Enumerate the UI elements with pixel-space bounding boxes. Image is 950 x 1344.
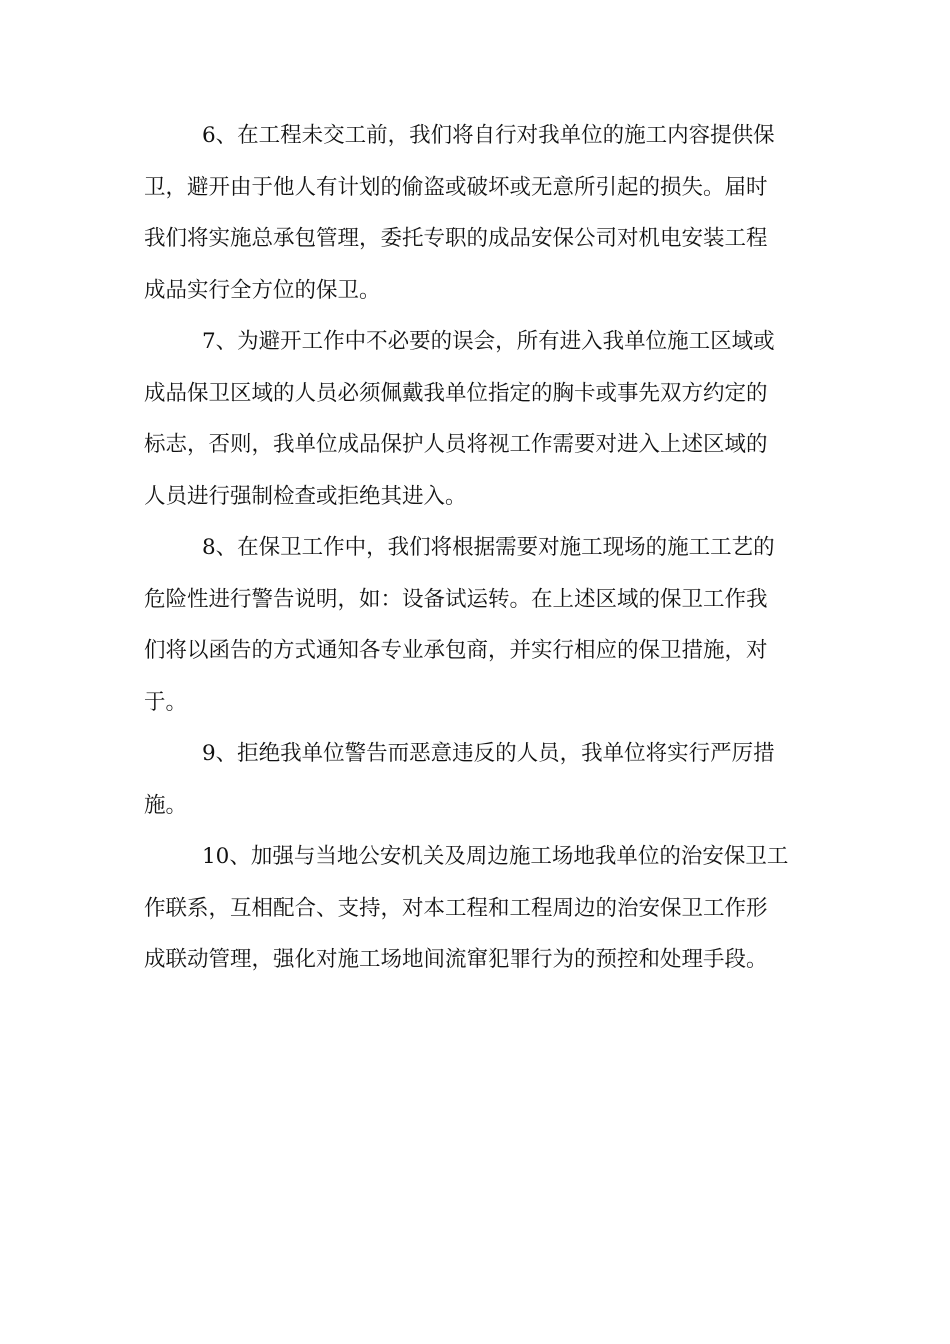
paragraph-line: 成品保卫区域的人员必须佩戴我单位指定的胸卡或事先双方约定的 xyxy=(144,380,768,406)
paragraph-7 xyxy=(144,316,804,522)
paragraph-line: 10、加强与当地公安机关及周边施工场地我单位的治安保卫工 xyxy=(202,844,789,869)
paragraph-line: 危险性进行警告说明，如：设备试运转。在上述区域的保卫工作我 xyxy=(144,586,768,612)
paragraph-line: 7、为避开工作中不必要的误会，所有进入我单位施工区域或 xyxy=(202,329,775,354)
paragraph-8 xyxy=(144,522,804,728)
paragraph-line: 于。 xyxy=(144,689,188,715)
paragraph-line: 标志，否则，我单位成品保护人员将视工作需要对进入上述区域的 xyxy=(144,432,768,457)
paragraph-6 xyxy=(144,110,804,316)
paragraph-line: 6、在工程未交工前，我们将自行对我单位的施工内容提供保 xyxy=(202,123,775,148)
paragraph-line: 8、在保卫工作中，我们将根据需要对施工现场的施工工艺的 xyxy=(202,535,775,560)
paragraph-line: 成联动管理，强化对施工场地间流窜犯罪行为的预控和处理手段。 xyxy=(144,947,768,972)
paragraph-9 xyxy=(144,728,804,831)
paragraph-line: 成品实行全方位的保卫。 xyxy=(144,277,381,303)
paragraph-line: 9、拒绝我单位警告而恶意违反的人员，我单位将实行严厉措 xyxy=(202,741,775,766)
paragraph-line: 卫，避开由于他人有计划的偷盗或破坏或无意所引起的损失。届时 xyxy=(144,174,768,200)
paragraph-10 xyxy=(144,831,804,986)
paragraph-line: 人员进行强制检查或拒绝其进入。 xyxy=(144,483,467,509)
paragraph-line: 们将以函告的方式通知各专业承包商，并实行相应的保卫措施，对 xyxy=(144,638,768,663)
paragraph-line: 施。 xyxy=(144,792,188,818)
document-body xyxy=(144,110,804,986)
paragraph-line: 我们将实施总承包管理，委托专职的成品安保公司对机电安装工程 xyxy=(144,226,768,251)
paragraph-line: 作联系，互相配合、支持，对本工程和工程周边的治安保卫工作形 xyxy=(144,895,768,921)
